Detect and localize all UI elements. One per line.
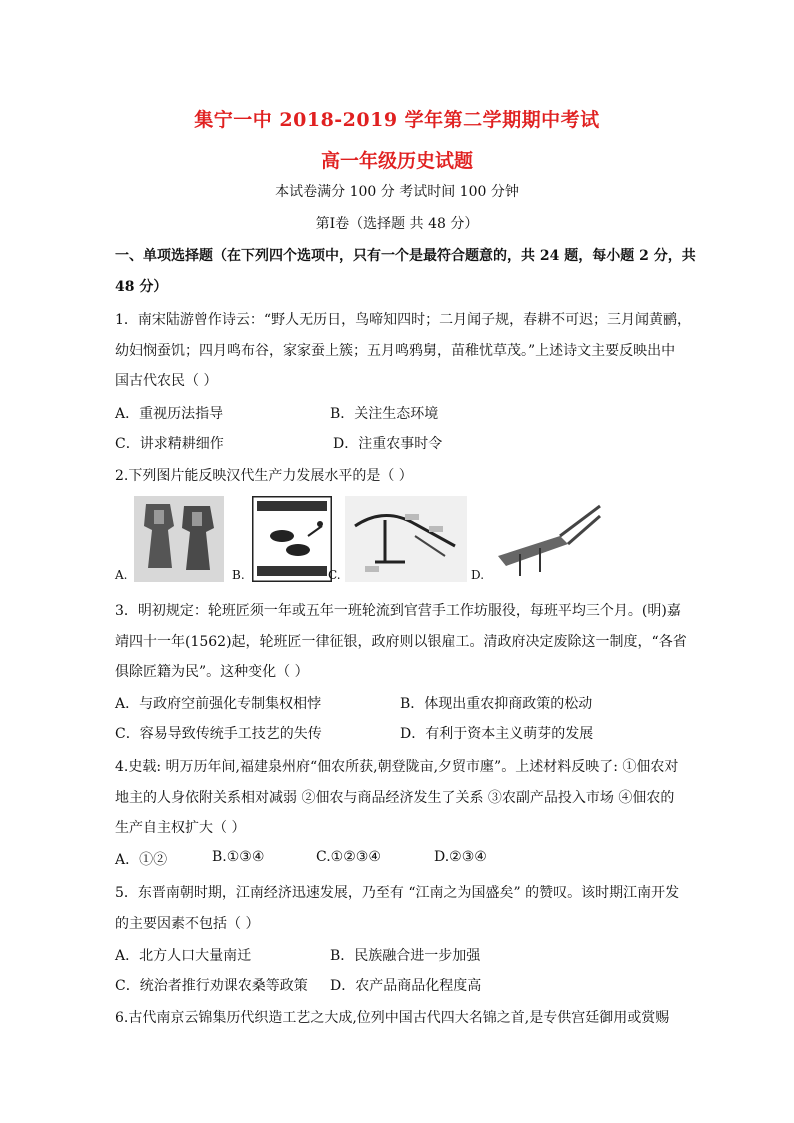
curved-plow-diagram-image	[345, 496, 467, 582]
q4-option-c: C.①②③④	[316, 849, 381, 865]
q2-option-c: C.	[328, 568, 341, 582]
exam-title: 集宁一中 2018-2019 学年第二学期期中考试	[194, 109, 600, 131]
q4-option-b: B.①③④	[212, 849, 265, 865]
q5-option-d: D．农产品商品化程度高	[330, 978, 482, 994]
q3-stem-line1: 3．明初规定：轮班匠须一年或五年一班轮流到官营手工作坊服役，每班平均三个月。(明)嘉	[115, 603, 681, 619]
q3-option-d: D．有利于资本主义萌芽的发展	[400, 726, 594, 742]
q4-stem-line2: 地主的人身依附关系相对减弱 ②佃农与商品经济发生了关系 ③农副产品投入市场 ④佃农的	[115, 790, 675, 806]
q1-option-a: A．重视历法指导	[115, 406, 224, 422]
q2-option-a: A.	[115, 568, 128, 582]
q1-stem-line2: 幼妇悯蚕饥；四月鸣布谷，家家蚕上簇；五月鸣鸦舅，苗稚忧草茂。”上述诗文主要反映出中	[115, 343, 676, 359]
q5-stem-line1: 5．东晋南朝时期，江南经济迅速发展，乃至有 “江南之为国盛矣” 的赞叹。该时期江南开发	[115, 885, 680, 901]
q4-stem-line3: 生产自主权扩大（ ）	[115, 820, 246, 836]
q1-option-d: D．注重农事时令	[333, 436, 443, 452]
section-heading-line2: 48 分）	[115, 279, 168, 295]
q4-stem-line1: 4.史载: 明万历年间,福建泉州府“佃农所获,朝登陇亩,夕贸市廛”。上述材料反映了: ①佃农对	[115, 759, 679, 775]
q3-option-c: C．容易导致传统手工技艺的失传	[115, 726, 322, 742]
q1-option-b: B．关注生态环境	[330, 406, 439, 422]
q3-option-b: B．体现出重农抑商政策的松动	[400, 696, 593, 712]
exam-subtitle: 高一年级历史试题	[320, 150, 473, 172]
q3-stem-line3: 俱除匠籍为民”。这种变化（ ）	[115, 664, 309, 680]
q1-option-c: C．讲求精耕细作	[115, 436, 224, 452]
section-heading-line1: 一、单项选择题（在下列四个选项中，只有一个是最符合题意的，共 24 题，每小题 2 分，共	[115, 248, 696, 264]
seed-drill-model-image	[490, 496, 610, 582]
q4-option-a: A．①②	[115, 852, 168, 868]
q4-option-d: D.②③④	[434, 849, 487, 865]
iron-tools-image	[134, 496, 224, 582]
q1-stem-line3: 国古代农民（ ）	[115, 373, 218, 389]
q3-option-a: A．与政府空前强化专制集权相悖	[115, 696, 322, 712]
q3-stem-line2: 靖四十一年(1562)起，轮班匠一律征银，政府则以银雇工。清政府决定废除这一制度，“各省	[115, 634, 687, 650]
q6-stem-line1: 6.古代南京云锦集历代织造工艺之大成,位列中国古代四大名锦之首,是专供宫廷御用或赏赐	[115, 1010, 670, 1026]
ox-plowing-mural-image	[252, 496, 332, 582]
q1-stem-line1: 1．南宋陆游曾作诗云：“野人无历日，鸟啼知四时；二月闻子规，春耕不可迟；三月闻黄鹂，	[115, 312, 692, 328]
q2-option-b: B.	[232, 568, 245, 582]
q5-option-a: A．北方人口大量南迁	[115, 948, 252, 964]
q5-option-c: C．统治者推行劝课农桑等政策	[115, 978, 308, 994]
q2-option-d: D.	[471, 568, 485, 582]
volume-heading: 第Ⅰ卷（选择题 共 48 分）	[315, 216, 479, 232]
q5-option-b: B．民族融合进一步加强	[330, 948, 481, 964]
q2-stem: 2.下列图片能反映汉代生产力发展水平的是（ ）	[115, 468, 413, 484]
q5-stem-line2: 的主要因素不包括（ ）	[115, 916, 260, 932]
exam-info: 本试卷满分 100 分 考试时间 100 分钟	[275, 184, 519, 200]
